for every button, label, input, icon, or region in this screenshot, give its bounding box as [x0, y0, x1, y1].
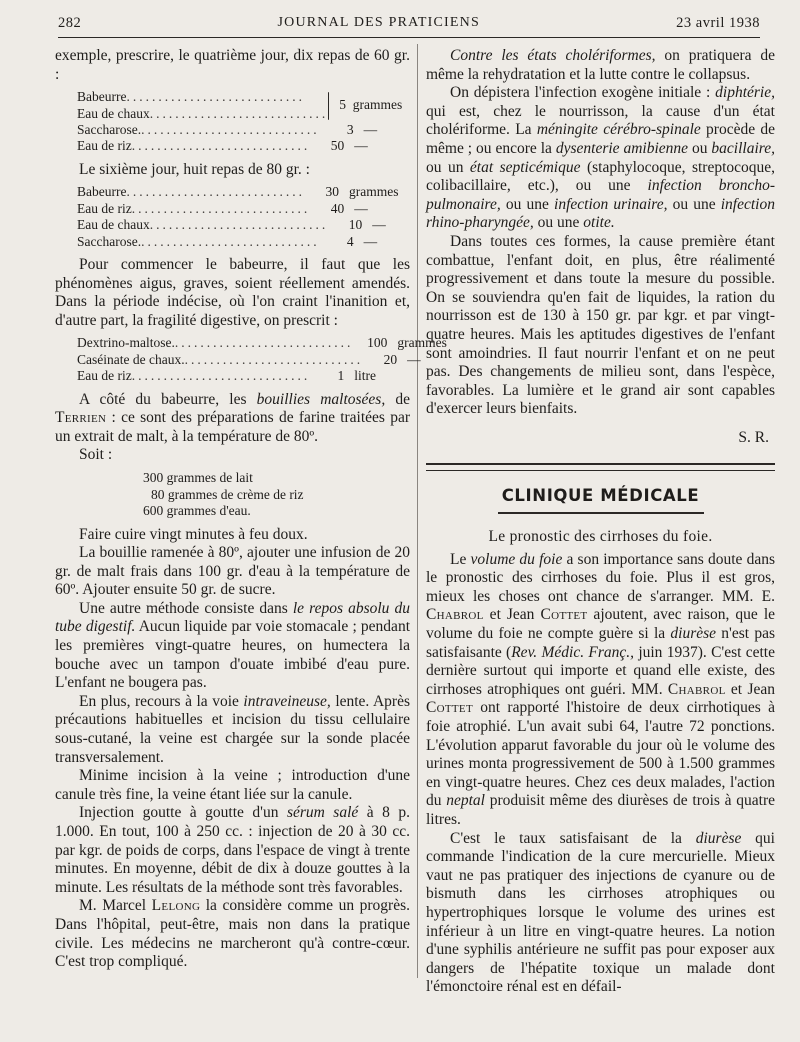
section-title-rule: [498, 512, 704, 514]
author-signature: S. R.: [738, 428, 769, 446]
recipe-row: Eau de chaux ............................ 10 —: [77, 217, 386, 233]
recipe-row: Caséinate de chaux. ............................ 20 —: [77, 351, 421, 367]
running-header: [58, 10, 760, 36]
recipe-row: Babeurre ............................ 30 grammes: [77, 184, 399, 200]
curly-brace: [328, 92, 329, 120]
recipe-row: Eau de chaux ............................: [77, 105, 329, 121]
recipe-row: Eau de riz ............................ 50 —: [77, 138, 368, 154]
recipe-indecisive-period: [77, 335, 447, 384]
paragraph: En plus, recours à la voie intraveineuse, lente. Après précautions habituelles et incision du tissu cellulaire sous-cutané, la veine est chargée sur la sonde placée transversalement.: [55, 692, 410, 766]
paragraph: C'est le taux satisfaisant de la diurèse qui commande l'indication de la cure mercurielle. Mieux vaut ne pas pratiquer des injections de cyanure ou de bismuth dans les cirrhoses atrophiques ou hypertrophiques lorsque le volume des urines est inférieur à un litre en vingt-quatre heures. La notion d'une syphilis antérieure ne suffit pas pour exposer aux dangers de l'hépatite toxique un malade dont l'émonctoire rénal est en défail-: [426, 829, 775, 996]
paragraph: Le sixième jour, huit repas de 80 gr. :: [79, 160, 310, 178]
ingredient-line: 600 grammes d'eau.: [143, 503, 251, 518]
paragraph: M. Marcel Lelong la considère comme un progrès. Dans l'hôpital, peut-être, mais non dans la pratique civile. Les médecins ne marcheront qu'à contre-cœur. C'est trop compliqué.: [55, 897, 411, 971]
recipe-row: Eau de riz ............................ 40 —: [77, 200, 368, 216]
ingredient-line: 300 grammes de lait: [143, 470, 253, 485]
recipe-day-four: [77, 89, 403, 155]
ingredient-list: [143, 470, 410, 520]
recipe-row: Dextrino-maltose. ............................ 100 grammes: [77, 335, 447, 351]
recipe-day-six: [77, 184, 397, 250]
paragraph: Contre les états cholériformes, on pratiquera de même la rehydratation et la lutte contre le collapsus.: [426, 47, 775, 83]
paragraph: Une autre méthode consiste dans le repos absolu du tube digestif. Aucun liquide par voie stomacale ; pendant les premières vingt-quatre heures, on humectera la bouche avec un tampon d'ouate imbibé d'eau pure. L'enfant ne bougera pas.: [55, 599, 410, 692]
page-number: 282: [58, 14, 82, 31]
paragraph: La bouillie ramenée à 80º, ajouter une infusion de 20 gr. de malt frais dans 100 gr. d'eau à la température de 60º. Ajouter ensuite 50 gr. de sucre.: [55, 544, 410, 599]
header-rule: [58, 37, 760, 38]
recipe-row: Saccharose. ............................ 4 —: [77, 233, 378, 249]
section-title: CLINIQUE MÉDICALE: [501, 486, 700, 506]
ingredient-line: 80 grammes de crème de riz: [151, 486, 304, 502]
section-separator: [426, 463, 775, 471]
recipe-brace-group: Babeurre ............................ Eau de chaux ............................ 5 grammes: [77, 89, 403, 121]
issue-date: 23 avril 1938: [676, 14, 760, 31]
paragraph: Soit :: [79, 446, 113, 464]
paragraph: exemple, prescrire, le quatrième jour, dix repas de 60 gr. :: [55, 47, 410, 83]
paragraph: Injection goutte à goutte d'un sérum salé à 8 p. 1.000. En tout, 100 à 250 cc. : injection de 20 à 30 cc. par kgr. de poids de corps, dans l'espace de vingt à trente minutes. En moyenne, débit de dix à douze gouttes à la minute. Les résultats de la méthode sont très favorables.: [55, 804, 410, 896]
paragraph: A côté du babeurre, les bouillies maltosées, de Terrien : ce sont des préparations de farine traitées par un extrait de malt, à la température de 80º.: [55, 390, 410, 445]
recipe-row: Eau de riz ............................ 1 litre: [77, 368, 376, 384]
paragraph: On dépistera l'infection exogène initiale : diphtérie, qui est, chez le nourrisson, la cause d'un état cholériforme. La méningite cérébro-spinale procède de même ; ou encore la dysenterie amibienne ou bacillaire, ou un état septicémique (staphylocoque, streptocoque, colibacillaire, etc.), ou une infection broncho-pulmonaire, ou une infection urinaire, ou une infection rhino-pharyngée, ou une otite.: [426, 84, 776, 232]
paragraph: Le volume du foie a son importance sans doute dans le pronostic des cirrhoses du foie. Plus il est gros, mieux les choses ont chance de s'arranger. MM. E. Chabrol et Jean Cottet ajoutent, avec raison, que le volume du foie ne compte guère si la diurèse n'est pas satisfaisante (Rev. Médic. Franç., juin 1937). C'est cette dernière surtout qui importe et quand elle existe, des cirrhoses atrophiques ont guéri. MM. Chabrol et Jean Cottet ont rapporté l'histoire de deux cirrhotiques à foie atrophié. L'un avait subi 64, l'autre 72 ponctions. L'évolution apparut favorable du jour où le volume des urines monta progressivement de 500 à 1.500 grammes en vingt-quatre heures. Chez ces deux malades, l'action du neptal produisit même des diurèses de trois à quatre litres.: [426, 550, 776, 828]
paragraph: Dans toutes ces formes, la cause première étant combattue, l'enfant doit, en plus, être réalimenté progressivement et dans toute la mesure du possible. On se souviendra qu'en fait de liquides, la ration du nourrisson est de 130 à 150 gr. par kgr. et par vingt-quatre heures. Mais les aptitudes digestives de l'enfant sont amoindries. Il faut nourrir l'enfant et on ne peut pas. Des changements de milieu sont, dans l'espèce, favorables. La lumière et le grand air sont capables d'exercer leurs bienfaits.: [426, 232, 775, 418]
journal-title: JOURNAL DES PRATICIENS: [277, 15, 480, 30]
column-divider: [417, 44, 418, 978]
recipe-row: Babeurre ............................: [77, 89, 305, 105]
recipe-row: Saccharose. ............................ 3 —: [77, 122, 378, 137]
left-column: [55, 47, 447, 972]
article-title: Le pronostic des cirrhoses du foie.: [488, 528, 713, 546]
right-column: [426, 47, 775, 997]
paragraph: Minime incision à la veine ; introduction d'une canule très fine, la veine étant liée sur la canule.: [55, 767, 410, 803]
paragraph: Faire cuire vingt minutes à feu doux.: [79, 525, 308, 543]
paragraph: Pour commencer le babeurre, il faut que les phénomènes aigus, graves, soient réellement amendés. Dans la période indécise, où l'on craint l'inanition et, d'autre part, la fragilité digestive, on prescrit :: [55, 256, 410, 329]
